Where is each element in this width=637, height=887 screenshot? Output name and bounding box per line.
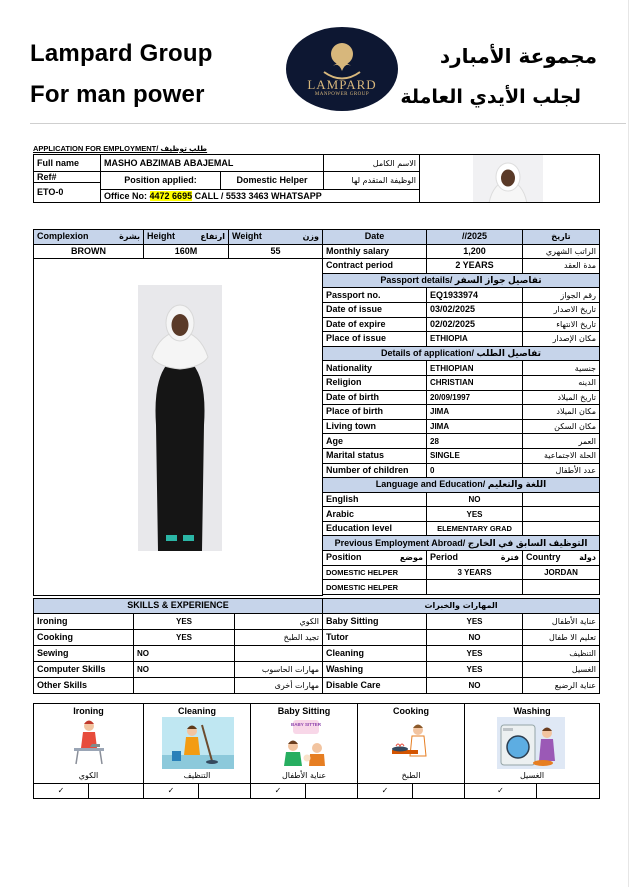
skill-label: Computer Skills [34,661,134,677]
detail-row-value: SINGLE [427,448,523,463]
skill-card-ironing [34,704,144,784]
skill-value: NO [427,629,523,645]
employment-row-country: JORDAN [523,565,600,580]
detail-row-label-ar: مكان السكن [523,419,600,434]
detail-row-label-ar: الحلة الاجتماعية [523,448,600,463]
date-label-ar: تاريخ [523,230,600,245]
skill-label-ar: مهارات أخرى [235,677,323,693]
detail-row-value: ETHIOPIAN [427,361,523,376]
employment-row-country [523,580,600,595]
position-label: Position applied: [101,172,221,190]
skill-card-title: Cleaning [178,706,217,716]
company-name-ar-line2: لجلب الأيدي العاملة [400,86,581,108]
physical-table [33,229,323,596]
skill-value: YES [427,613,523,629]
skill-card-title: Cooking [393,706,430,716]
period-value: 2 YEARS [427,259,523,274]
passport-row-label-ar: تاريخ الاصدار [523,302,600,317]
skill-card-check: ✓ [465,784,537,799]
company-logo [286,27,398,111]
skill-label: Disable Care [323,677,427,693]
skill-card-label-ar: الغسيل [519,771,545,780]
employment-position-header: Position موضع [323,551,427,566]
baby-sitter-badge-text: BABY SITTER [291,722,321,727]
skill-value: NO [134,645,235,661]
detail-row-value: JIMA [427,419,523,434]
skill-card-check: ✓ [34,784,89,799]
skill-card-check: ✓ [358,784,413,799]
skill-card-title: Baby Sitting [277,706,331,716]
cleaning-icon [162,717,234,769]
company-name-ar-line1: مجموعة الأمبارد [439,44,597,68]
passport-row-label-ar: تاريخ الانتهاء [523,317,600,332]
salary-value: 1,200 [427,244,523,259]
skill-card-label-ar: الكوي [78,771,99,780]
skill-label-ar: عناية الأطفال [523,613,600,629]
employment-section-header: Previous Employment Abroad/ التوظيف السابق في الخارج [323,536,600,551]
skill-label-ar: الغسيل [523,661,600,677]
passport-row-label: Date of expire [323,317,427,332]
office-rest: CALL / 5533 3463 WHATSAPP [194,191,322,201]
salary-label: Monthly salary [323,244,427,259]
office-number: 4472 6695 [149,191,193,201]
details-table [322,229,600,595]
skill-card-label-ar: الطبخ [401,771,421,780]
detail-row-label: Living town [323,419,427,434]
skill-value: YES [427,645,523,661]
company-name-line1: Lampard Group [30,40,213,67]
skill-label-ar: تجيد الطبخ [235,629,323,645]
detail-row-value: JIMA [427,405,523,420]
detail-row-value: 28 [427,434,523,449]
skill-card-label-ar: التنظيف [183,771,211,780]
header-divider [30,123,626,124]
skill-value: YES [134,613,235,629]
logo-subtext: MANPOWER GROUP [314,92,370,97]
skill-cards-table [33,703,600,799]
baby-sitting-icon [275,718,337,768]
skill-label: Other Skills [34,677,134,693]
logo-emblem-icon [286,27,398,111]
skill-label: Tutor [323,629,427,645]
height-value: 160M [144,244,229,259]
detail-row-label: Religion [323,375,427,390]
employment-row-position: DOMESTIC HELPER [323,565,427,580]
skill-label-ar: التنظيف [523,645,600,661]
complexion-value: BROWN [34,244,144,259]
skill-label: Cooking [34,629,134,645]
passport-row-label: Place of issue [323,332,427,347]
detail-row-value: 20/09/1997 [427,390,523,405]
full-name-value: MASHO ABZIMAB ABAJEMAL [101,155,324,172]
office-label: Office No: [104,191,148,201]
page-edge-line [628,0,629,887]
language-row-value: YES [427,507,523,522]
ref-value: ETO-0 [34,183,101,203]
full-body-photo-cell [34,259,323,596]
skill-card-label-ar: عناية الأطفال [281,771,327,780]
passport-row-label-ar: رقم الجواز [523,288,600,303]
passport-row-value: ETHIOPIA [427,332,523,347]
ref-label: Ref# [34,172,101,183]
detail-row-label: Place of birth [323,405,427,420]
date-value: //2025 [427,230,523,245]
details-section-header: Details of application/ تفاصيل الطلب [323,346,600,361]
passport-row-value: EQ1933974 [427,288,523,303]
applicant-info-table [33,154,600,203]
detail-row-label-ar: جنسية [523,361,600,376]
application-title: APPLICATION FOR EMPLOYMENT/ طلب توظيف [33,144,208,153]
complexion-header: Complexion بشرة [34,230,144,245]
skill-label: Ironing [34,613,134,629]
skills-section-header-ar: المهارات والخبرات [323,599,600,614]
detail-row-label: Age [323,434,427,449]
detail-row-label-ar: عدد الأطفال [523,463,600,478]
employment-country-header: Country دولة [523,551,600,566]
employment-period-header: Period فترة [427,551,523,566]
skills-section-header-en: SKILLS & EXPERIENCE [34,599,323,614]
skill-value: NO [427,677,523,693]
skill-label-ar: عناية الرضيع [523,677,600,693]
portrait-photo [473,155,543,203]
skill-label-ar [235,645,323,661]
office-contact [101,190,420,203]
date-label: Date [323,230,427,245]
skill-label: Sewing [34,645,134,661]
language-row-value: NO [427,492,523,507]
passport-row-value: 03/02/2025 [427,302,523,317]
skill-label-ar: تعليم الا طفال [523,629,600,645]
employment-row-position: DOMESTIC HELPER [323,580,427,595]
skill-label-ar: الكوي [235,613,323,629]
logo-text: LAMPARD [307,77,377,92]
passport-row-label: Passport no. [323,288,427,303]
period-label-ar: مدة العقد [523,259,600,274]
cooking-icon [388,720,438,766]
skill-card-cleaning [144,704,251,784]
detail-row-label: Nationality [323,361,427,376]
skill-label: Baby Sitting [323,613,427,629]
skill-card-check: ✓ [251,784,306,799]
detail-row-label: Marital status [323,448,427,463]
ironing-icon [70,718,108,766]
skill-label-ar: مهارات الحاسوب [235,661,323,677]
passport-row-label: Date of issue [323,302,427,317]
skill-card-check: ✓ [144,784,199,799]
washing-icon [497,717,565,769]
passport-row-value: 02/02/2025 [427,317,523,332]
skill-value: NO [134,661,235,677]
skill-card-cooking [358,704,465,784]
period-label: Contract period [323,259,427,274]
full-body-photo [138,285,222,551]
employment-row-period [427,580,523,595]
skill-card-washing [465,704,600,784]
full-name-label-ar: الاسم الكامل [324,155,420,172]
detail-row-label: Date of birth [323,390,427,405]
language-row-label: Education level [323,521,427,536]
company-name-line2: For man power [30,81,205,108]
detail-row-label-ar: الدينه [523,375,600,390]
height-header: Height ارتفاع [144,230,229,245]
skill-value [134,677,235,693]
detail-row-value: 0 [427,463,523,478]
position-value: Domestic Helper [221,172,324,190]
skill-label: Cleaning [323,645,427,661]
full-name-label: Full name [34,155,101,172]
skill-card-title: Ironing [73,706,104,716]
skill-value: YES [134,629,235,645]
language-row-label: Arabic [323,507,427,522]
position-label-ar: الوظيفة المتقدم لها [324,172,420,190]
portrait-cell [420,155,600,203]
language-section-header: Language and Education/ اللغة والتعليم [323,478,600,493]
skill-card-title: Washing [513,706,551,716]
language-row-label: English [323,492,427,507]
detail-row-label-ar: العمر [523,434,600,449]
language-row-value: ELEMENTARY GRAD [427,521,523,536]
employment-row-period: 3 YEARS [427,565,523,580]
skill-card-baby-sitting [251,704,358,784]
detail-row-label: Number of children [323,463,427,478]
detail-row-label-ar: مكان الميلاد [523,405,600,420]
skill-label: Washing [323,661,427,677]
detail-row-label-ar: تاريخ الميلاد [523,390,600,405]
weight-value: 55 [229,244,323,259]
passport-section-header: Passport details/ تفاصيل جواز السفر [323,273,600,288]
skill-value: YES [427,661,523,677]
weight-header: Weight وزن [229,230,323,245]
passport-row-label-ar: مكان الإصدار [523,332,600,347]
skills-table [33,598,600,694]
detail-row-value: CHRISTIAN [427,375,523,390]
salary-label-ar: الراتب الشهري [523,244,600,259]
